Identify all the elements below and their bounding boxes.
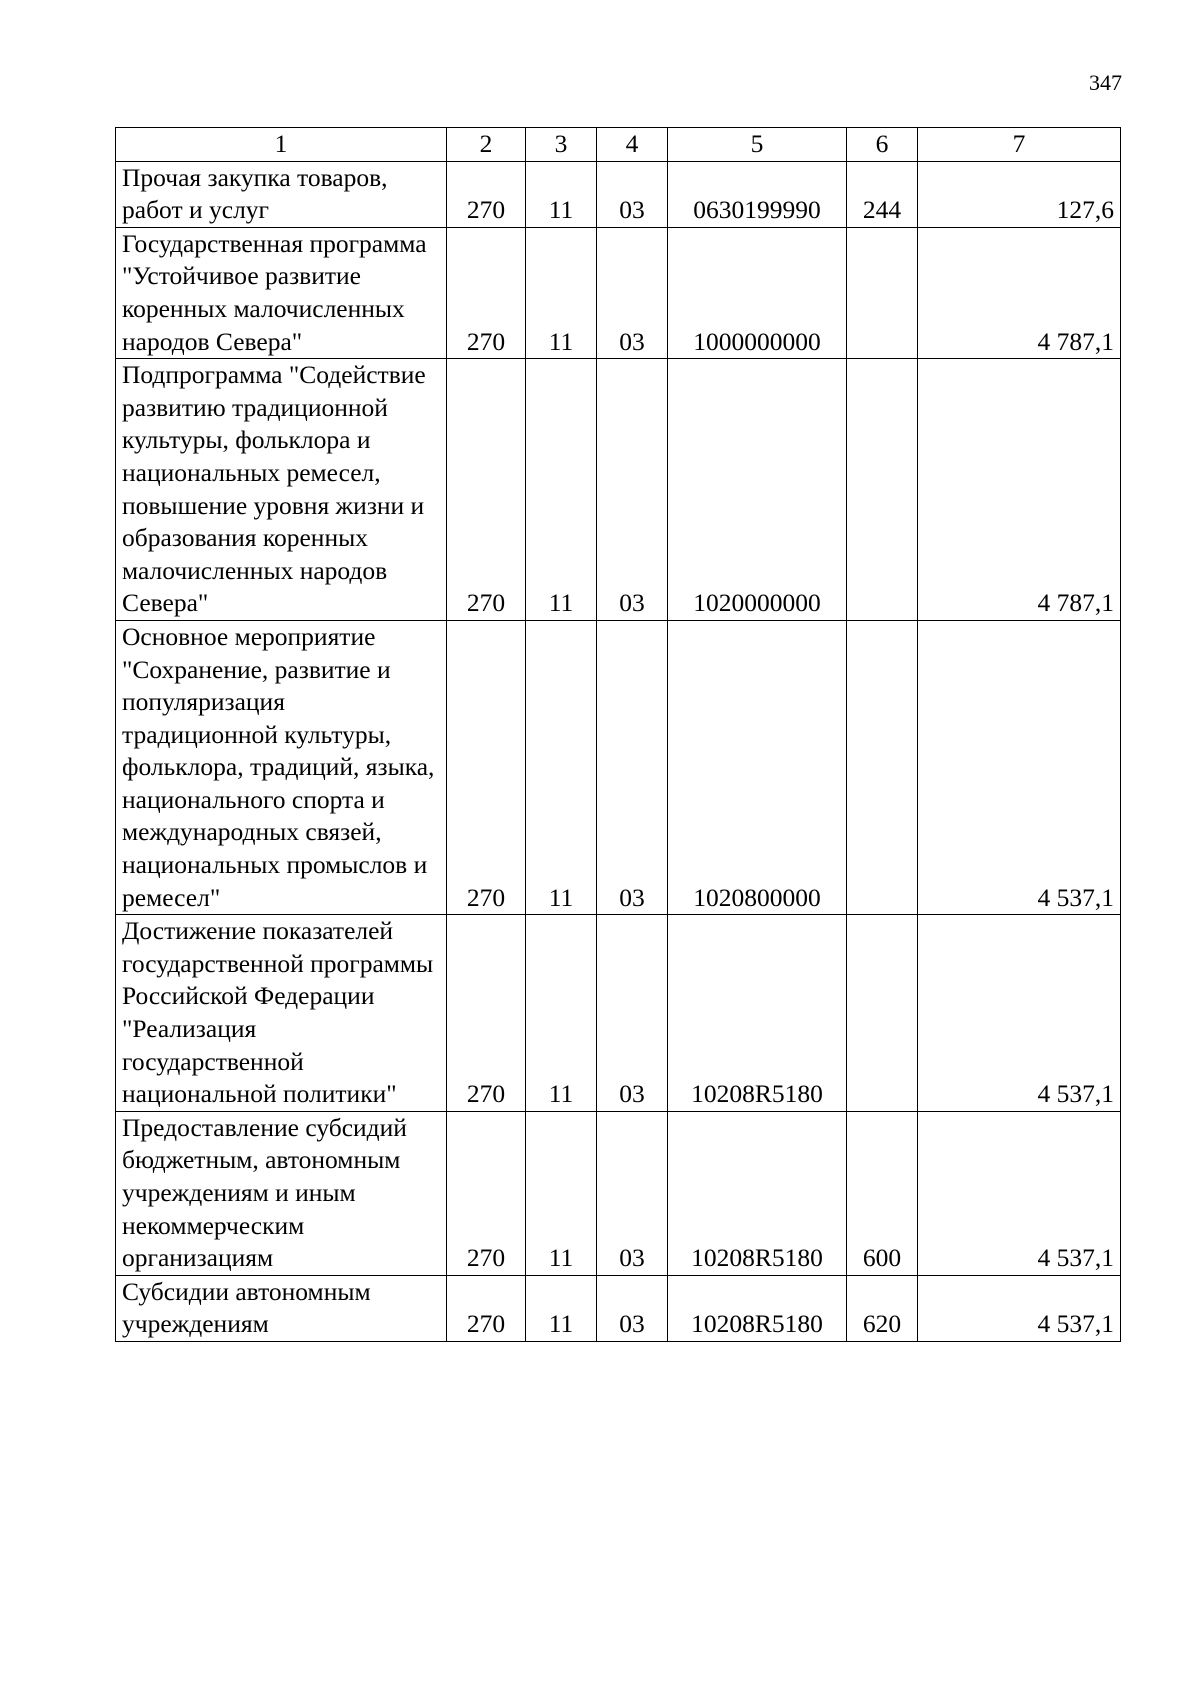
row-amount: 4 537,1 [918, 1275, 1121, 1341]
page-number: 347 [1089, 70, 1122, 95]
header-col-7: 7 [918, 128, 1121, 162]
row-code-admin: 270 [447, 227, 526, 358]
row-section: 11 [526, 161, 597, 227]
row-amount: 4 787,1 [918, 227, 1121, 358]
row-section: 11 [526, 1275, 597, 1341]
header-col-5: 5 [668, 128, 847, 162]
row-section: 11 [526, 915, 597, 1112]
row-code-admin: 270 [447, 1111, 526, 1275]
row-code-admin: 270 [447, 620, 526, 914]
table-row [116, 227, 1121, 358]
row-amount: 4 537,1 [918, 915, 1121, 1112]
table-row [116, 161, 1121, 227]
row-amount: 4 787,1 [918, 359, 1121, 621]
header-col-3: 3 [526, 128, 597, 162]
table-row [116, 359, 1121, 621]
row-section: 11 [526, 1111, 597, 1275]
header-col-4: 4 [597, 128, 668, 162]
header-col-6: 6 [847, 128, 918, 162]
row-expense-type [847, 620, 918, 914]
row-subsection: 03 [597, 359, 668, 621]
row-code-admin: 270 [447, 1275, 526, 1341]
row-code-admin: 270 [447, 915, 526, 1112]
row-expense-type [847, 227, 918, 358]
row-subsection: 03 [597, 161, 668, 227]
row-subsection: 03 [597, 1111, 668, 1275]
row-target-article: 1020800000 [668, 620, 847, 914]
row-name: Подпрограмма "Содействие развитию традиционной культуры, фольклора и национальных ремесел, повышение уровня жизни и образования коренных малочисленных народов Севера" [116, 359, 447, 621]
row-name: Основное мероприятие "Сохранение, развитие и популяризация традиционной культуры, фольклора, традиций, языка, национального спорта и международных связей, национальных промыслов и ремесел" [116, 620, 447, 914]
row-subsection: 03 [597, 227, 668, 358]
row-name: Прочая закупка товаров, работ и услуг [116, 161, 447, 227]
row-name: Субсидии автономным учреждениям [116, 1275, 447, 1341]
row-code-admin: 270 [447, 359, 526, 621]
row-expense-type: 620 [847, 1275, 918, 1341]
row-section: 11 [526, 359, 597, 621]
row-subsection: 03 [597, 1275, 668, 1341]
budget-table [115, 127, 1121, 1342]
header-col-1: 1 [116, 128, 447, 162]
table-row [116, 1111, 1121, 1275]
row-amount: 4 537,1 [918, 1111, 1121, 1275]
row-expense-type [847, 915, 918, 1112]
header-row [116, 128, 1121, 162]
row-expense-type: 244 [847, 161, 918, 227]
row-subsection: 03 [597, 620, 668, 914]
row-target-article: 1000000000 [668, 227, 847, 358]
row-target-article: 10208R5180 [668, 1111, 847, 1275]
row-section: 11 [526, 227, 597, 358]
row-expense-type [847, 359, 918, 621]
row-target-article: 10208R5180 [668, 915, 847, 1112]
header-col-2: 2 [447, 128, 526, 162]
row-target-article: 1020000000 [668, 359, 847, 621]
row-target-article: 10208R5180 [668, 1275, 847, 1341]
row-expense-type: 600 [847, 1111, 918, 1275]
table-row [116, 620, 1121, 914]
row-subsection: 03 [597, 915, 668, 1112]
row-code-admin: 270 [447, 161, 526, 227]
row-name: Предоставление субсидий бюджетным, автономным учреждениям и иным некоммерческим организациям [116, 1111, 447, 1275]
row-name: Достижение показателей государственной программы Российской Федерации "Реализация государственной национальной политики" [116, 915, 447, 1112]
table-row [116, 915, 1121, 1112]
row-name: Государственная программа "Устойчивое развитие коренных малочисленных народов Севера" [116, 227, 447, 358]
table-row [116, 1275, 1121, 1341]
row-section: 11 [526, 620, 597, 914]
row-amount: 4 537,1 [918, 620, 1121, 914]
row-target-article: 0630199990 [668, 161, 847, 227]
row-amount: 127,6 [918, 161, 1121, 227]
